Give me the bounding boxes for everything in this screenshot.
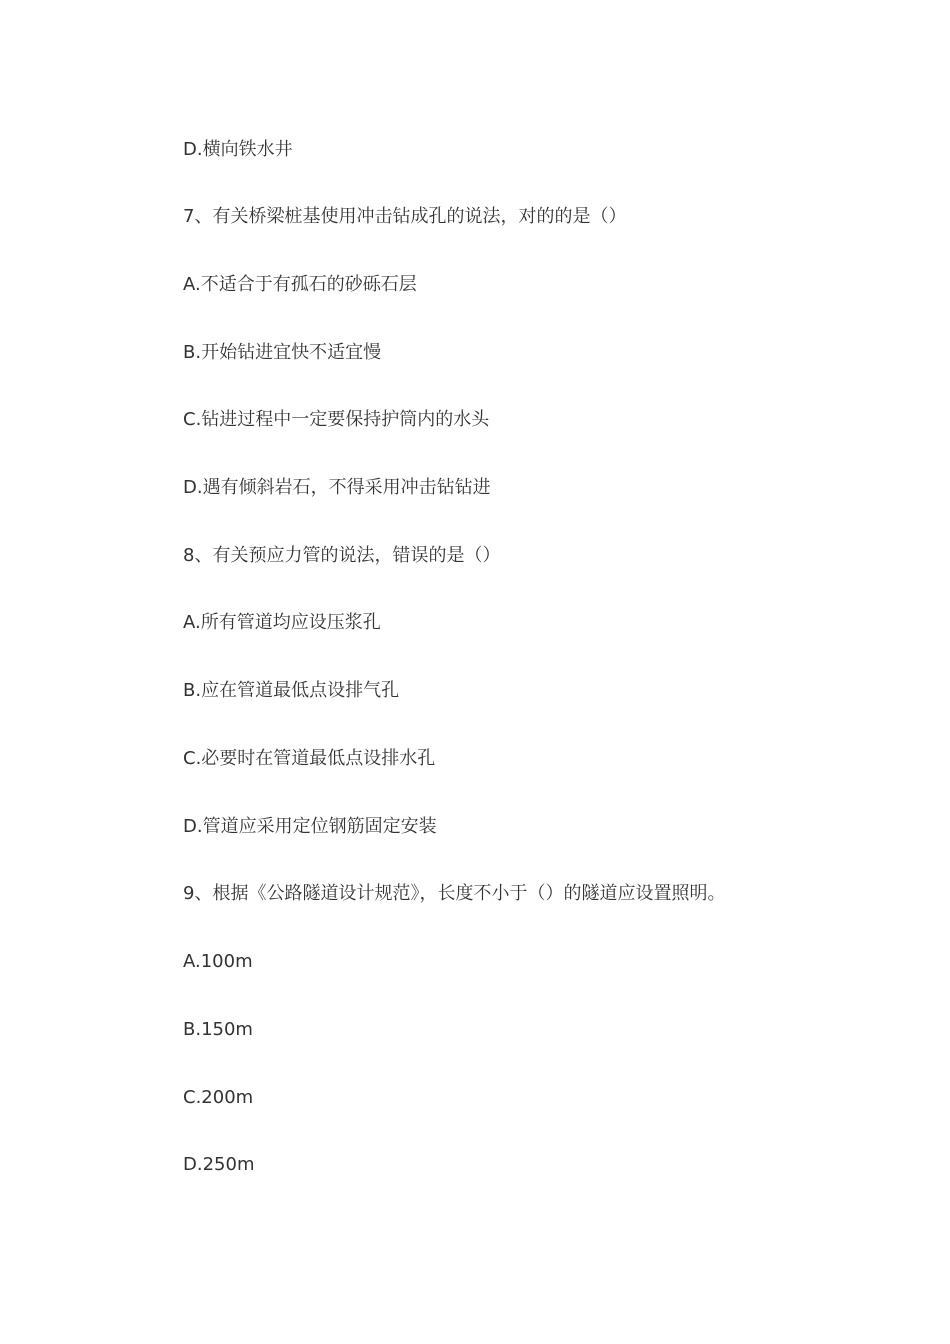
option-6d: D.横向铁水井 <box>183 139 293 160</box>
option-8c: C.必要时在管道最低点设排水孔 <box>183 748 436 769</box>
option-9d: D.250m <box>183 1154 255 1175</box>
question-8: 8、有关预应力管的说法，错误的是（） <box>183 545 501 566</box>
question-9: 9、根据《公路隧道设计规范》，长度不小于（）的隧道应设置照明。 <box>183 883 726 904</box>
question-7: 7、有关桥梁桩基使用冲击钻成孔的说法，对的的是（） <box>183 206 627 227</box>
option-8a: A.所有管道均应设压浆孔 <box>183 612 381 633</box>
option-9c: C.200m <box>183 1087 254 1108</box>
option-7b: B.开始钻进宜快不适宜慢 <box>183 342 382 363</box>
option-8b: B.应在管道最低点设排气孔 <box>183 680 400 701</box>
option-7c: C.钻进过程中一定要保持护筒内的水头 <box>183 409 490 430</box>
option-9a: A.100m <box>183 951 253 972</box>
option-8d: D.管道应采用定位钢筋固定安装 <box>183 816 437 837</box>
option-7a: A.不适合于有孤石的砂砾石层 <box>183 274 417 295</box>
option-9b: B.150m <box>183 1019 253 1040</box>
option-7d: D.遇有倾斜岩石，不得采用冲击钻钻进 <box>183 477 491 498</box>
